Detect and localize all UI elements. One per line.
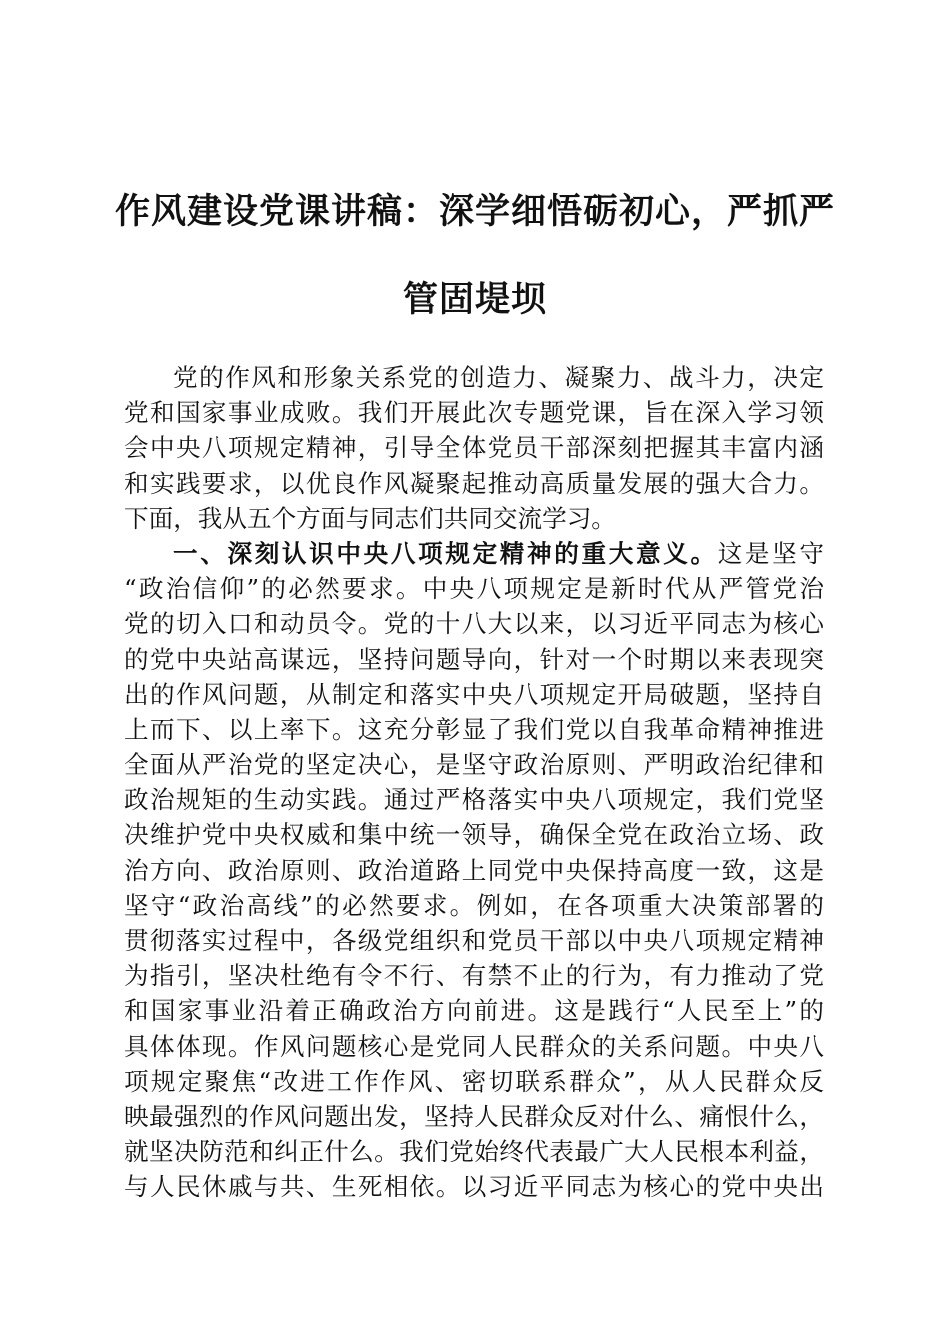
section1-line: “政治信仰”的必然要求。中央八项规定是新时代从严管党治	[124, 574, 824, 604]
section1-line: 全面从严治党的坚定决心，是坚守政治原则、严明政治纪律和	[124, 750, 824, 780]
section1-first-line	[124, 536, 824, 571]
section1-line: 具体体现。作风问题核心是党同人民群众的关系问题。中央八	[124, 1031, 824, 1061]
section1-line: 映最强烈的作风问题出发，坚持人民群众反对什么、痛恨什么，	[124, 1101, 824, 1131]
intro-line: 会中央八项规定精神，引导全体党员干部深刻把握其丰富内涵	[124, 433, 824, 463]
section1-line: 项规定聚焦“改进工作作风、密切联系群众”，从人民群众反	[124, 1066, 824, 1096]
section1-line: 贯彻落实过程中，各级党组织和党员干部以中央八项规定精神	[124, 926, 824, 955]
section1-line: 为指引，坚决杜绝有令不行、有禁不止的行为，有力推动了党	[124, 961, 824, 991]
section1-line: 与人民休戚与共、生死相依。以习近平同志为核心的党中央出	[124, 1172, 824, 1202]
section1-heading: 一、深刻认识中央八项规定精神的重大意义。	[173, 538, 718, 568]
section1-line: 政治规矩的生动实践。通过严格落实中央八项规定，我们党坚	[124, 785, 824, 815]
intro-line: 党和国家事业成败。我们开展此次专题党课，旨在深入学习领	[124, 398, 824, 428]
intro-line: 党的作风和形象关系党的创造力、凝聚力、战斗力，决定	[173, 363, 824, 392]
section1-line: 出的作风问题，从制定和落实中央八项规定开局破题，坚持自	[124, 679, 824, 709]
section1-line: 和国家事业沿着正确政治方向前进。这是践行“人民至上”的	[124, 996, 824, 1026]
intro-line: 下面，我从五个方面与同志们共同交流学习。	[124, 503, 616, 533]
section1-first-line-rest: 这是坚守	[717, 538, 824, 568]
intro-line: 和实践要求，以优良作风凝聚起推动高质量发展的强大合力。	[124, 468, 824, 498]
section1-line: 决维护党中央权威和集中统一领导，确保全党在政治立场、政	[124, 820, 824, 850]
section1-line: 就坚决防范和纠正什么。我们党始终代表最广大人民根本利益，	[124, 1137, 824, 1167]
section1-line: 上而下、以上率下。这充分彰显了我们党以自我革命精神推进	[124, 714, 824, 744]
document-title	[100, 168, 850, 344]
document-body	[124, 360, 824, 1205]
section1-line: 治方向、政治原则、政治道路上同党中央保持高度一致，这是	[124, 855, 824, 885]
section1-line: 的党中央站高谋远，坚持问题导向，针对一个时期以来表现突	[124, 644, 824, 674]
section1-line: 党的切入口和动员令。党的十八大以来，以习近平同志为核心	[124, 609, 824, 639]
section1-line: 坚守“政治高线”的必然要求。例如，在各项重大决策部署的	[124, 890, 824, 920]
title-line-1: 作风建设党课讲稿：深学细悟砺初心，严抓严	[114, 191, 835, 232]
title-line-2: 管固堤坝	[402, 279, 547, 320]
